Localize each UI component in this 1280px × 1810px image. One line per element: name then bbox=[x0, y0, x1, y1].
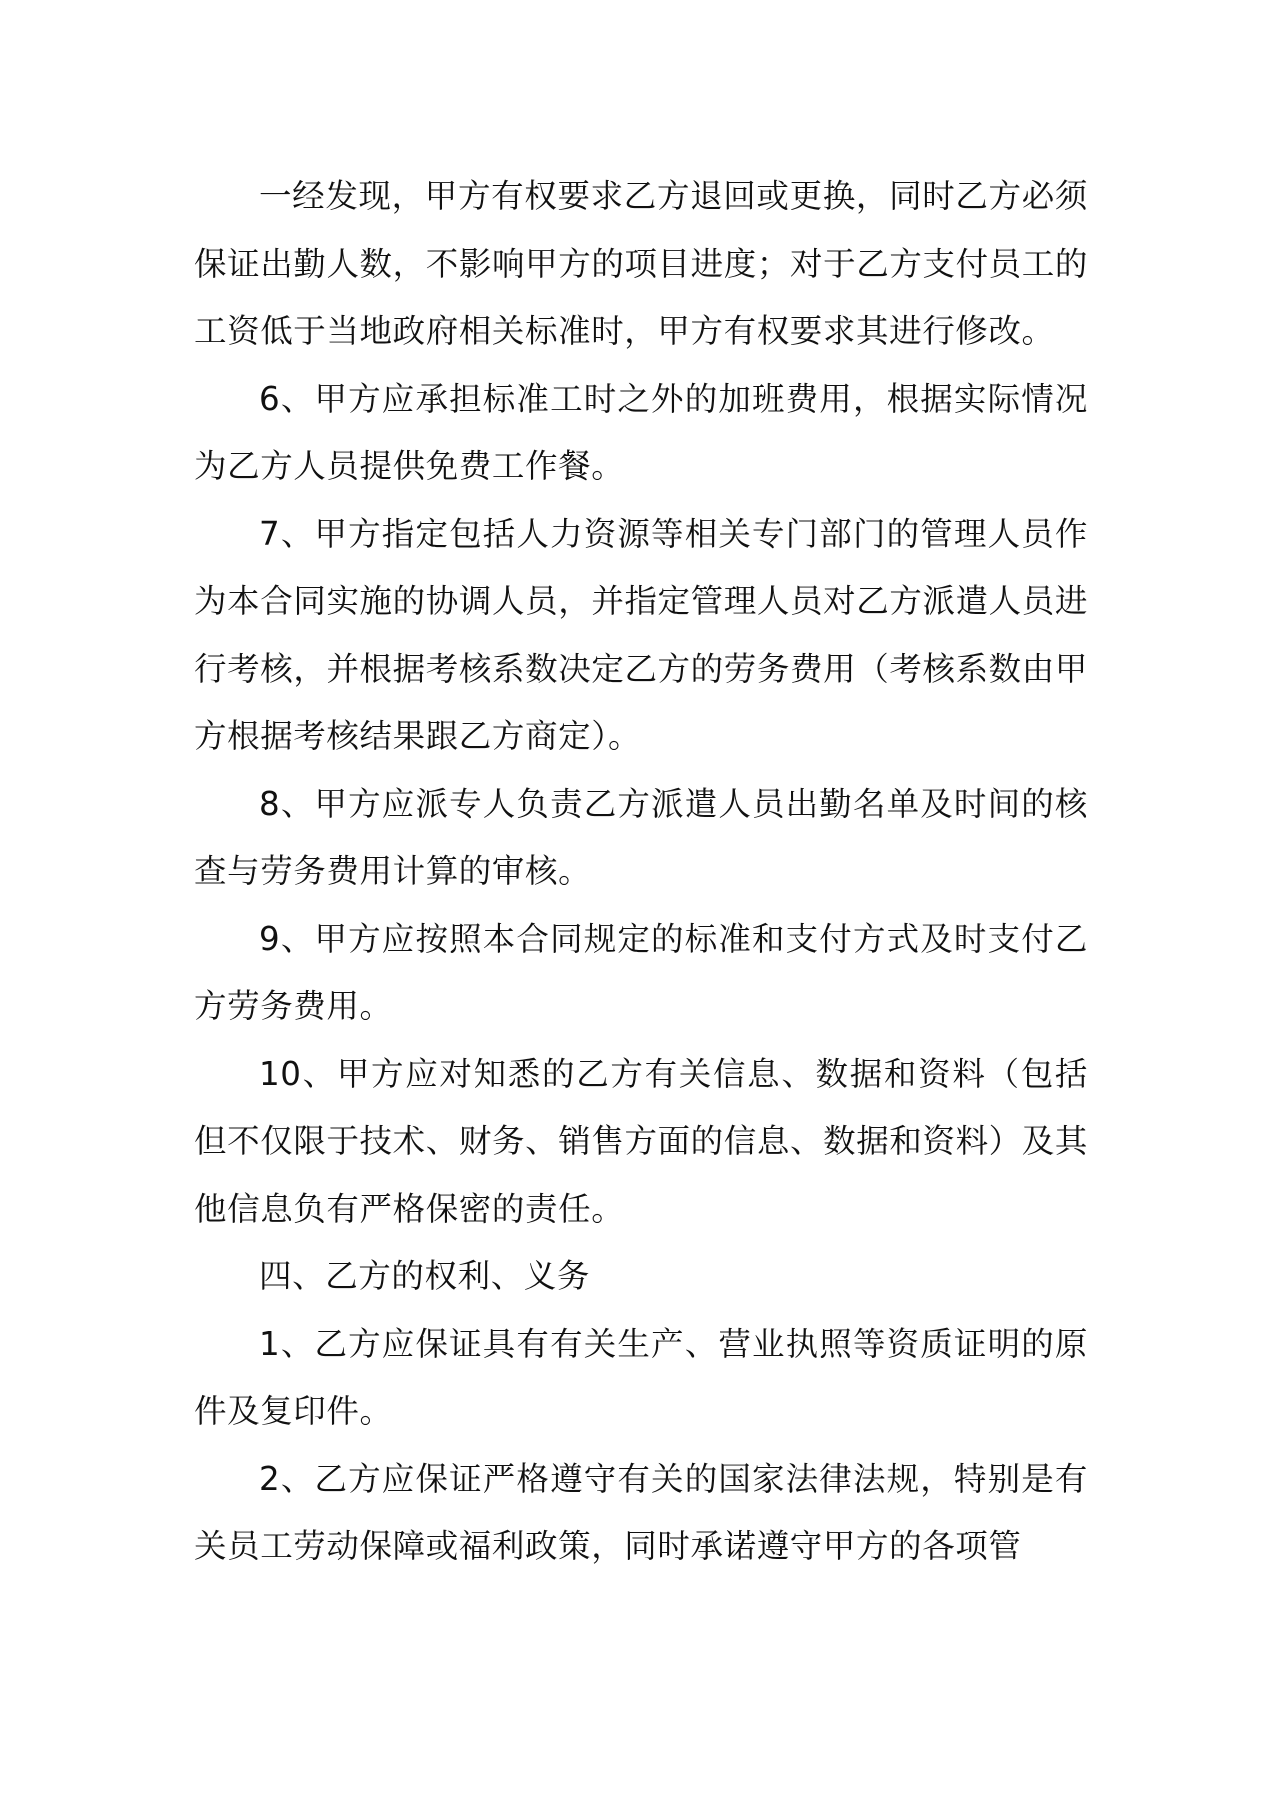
paragraph-section4-item-2: 2、乙方应保证严格遵守有关的国家法律法规，特别是有关员工劳动保障或福利政策，同时承诺遵守甲方的各项管 bbox=[194, 1459, 1088, 1565]
paragraph-item-8: 8、甲方应派专人负责乙方派遣人员出勤名单及时间的核查与劳务费用计算的审核。 bbox=[194, 784, 1088, 890]
paragraph-section4-item-1: 1、乙方应保证具有有关生产、营业执照等资质证明的原件及复印件。 bbox=[194, 1324, 1088, 1430]
document-page bbox=[194, 163, 1088, 1581]
paragraph-item-10: 10、甲方应对知悉的乙方有关信息、数据和资料（包括但不仅限于技术、财务、销售方面的信息、数据和资料）及其他信息负有严格保密的责任。 bbox=[194, 1054, 1088, 1228]
paragraph-item-9: 9、甲方应按照本合同规定的标准和支付方式及时支付乙方劳务费用。 bbox=[194, 919, 1088, 1025]
paragraph-item-6: 6、甲方应承担标准工时之外的加班费用，根据实际情况为乙方人员提供免费工作餐。 bbox=[194, 379, 1088, 485]
section-heading-4: 四、乙方的权利、义务 bbox=[259, 1257, 591, 1295]
paragraph-item-7: 7、甲方指定包括人力资源等相关专门部门的管理人员作为本合同实施的协调人员，并指定管理人员对乙方派遣人员进行考核，并根据考核系数决定乙方的劳务费用（考核系数由甲方根据考核结果跟乙方商定）。 bbox=[194, 514, 1088, 755]
paragraph-continuation: 一经发现，甲方有权要求乙方退回或更换，同时乙方必须保证出勤人数，不影响甲方的项目进度；对于乙方支付员工的工资低于当地政府相关标准时，甲方有权要求其进行修改。 bbox=[194, 177, 1088, 350]
